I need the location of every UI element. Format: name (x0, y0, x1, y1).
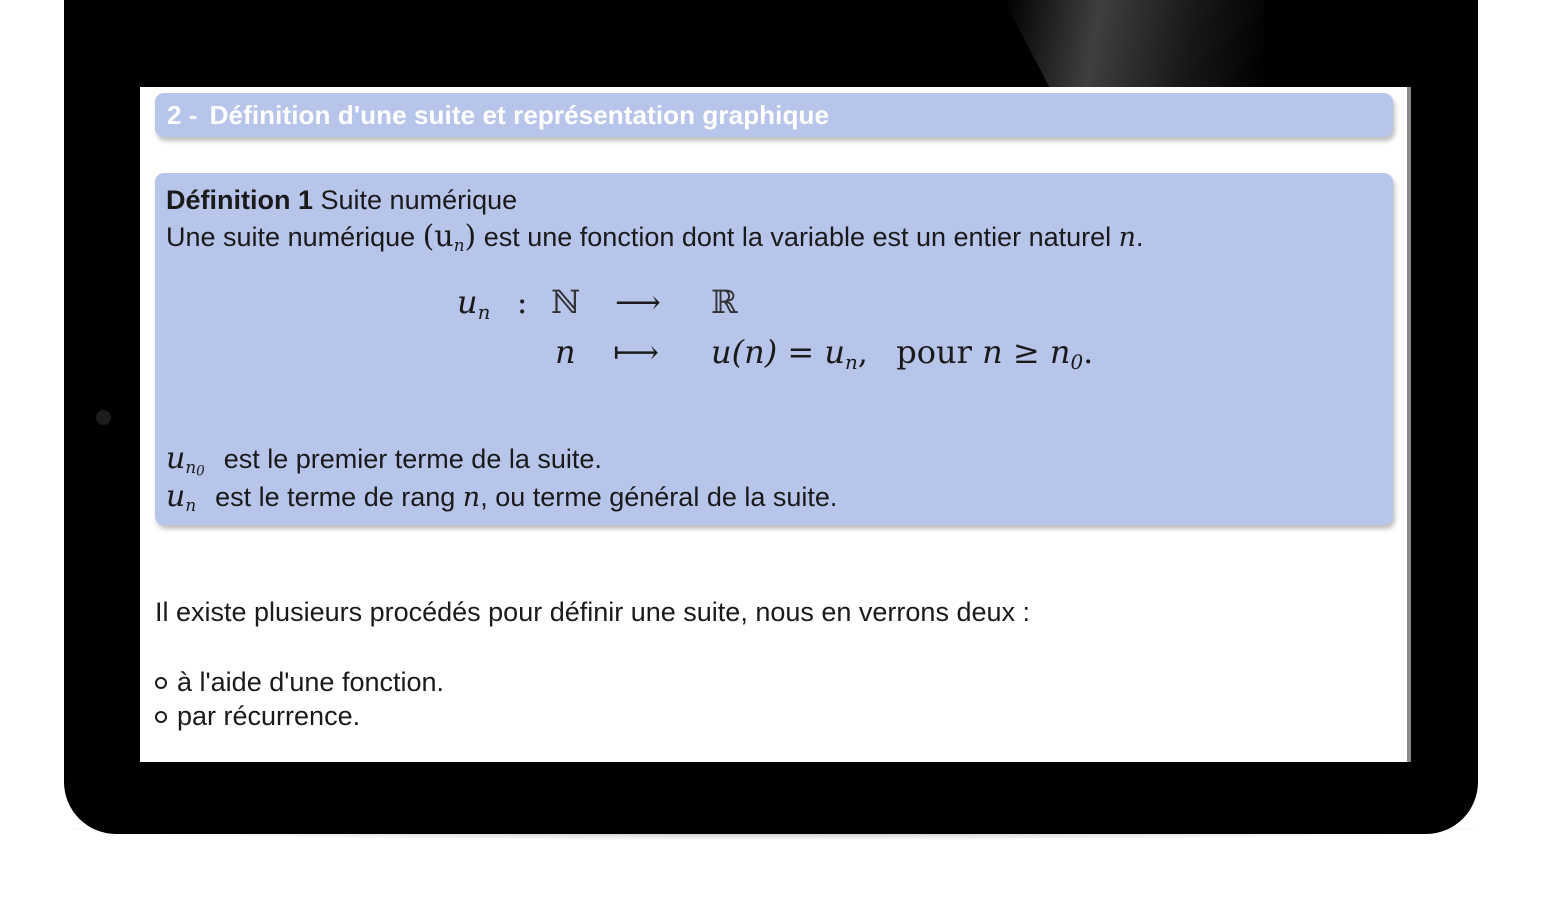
formula-end: . (1083, 333, 1094, 371)
formula-condition: n ≥ n (982, 333, 1071, 371)
definition-note-first-term (166, 441, 602, 479)
note2-var: n (462, 482, 481, 513)
circle-bullet-icon (155, 711, 167, 723)
statement-var: n (1118, 222, 1137, 253)
statement-text: Une suite numérique (166, 222, 416, 252)
note1-symbol: u (166, 441, 186, 476)
sequence-sub: n (453, 235, 465, 256)
formula-pour: pour (896, 333, 972, 371)
formula-row-2-rhs (711, 333, 1093, 374)
section-header (155, 93, 1393, 137)
definition-heading (166, 185, 517, 216)
statement-text-after: est une fonction dont la variable est un entier naturel (483, 222, 1112, 252)
list-item-text: par récurrence. (177, 701, 361, 731)
formula-row-1 (457, 283, 528, 324)
statement-end: . (1136, 222, 1144, 252)
list-item-text: à l'aide d'une fonction. (177, 667, 445, 697)
definition-statement (166, 219, 1144, 255)
formula-rhs-sub: n (844, 350, 858, 374)
definition-box (155, 173, 1393, 525)
circle-bullet-icon (155, 677, 167, 689)
note1-sub2: 0 (196, 463, 205, 480)
formula-var: n (555, 333, 576, 371)
screen-glare (1004, 0, 1264, 90)
section-title: Définition d'une suite et représentation graphique (209, 99, 830, 130)
definition-name: Suite numérique (320, 185, 518, 215)
note2-text-a: est le terme de rang (215, 482, 456, 512)
intro-paragraph: Il existe plusieurs procédés pour définir une suite, nous en verrons deux : (155, 597, 1030, 627)
note1-text: est le premier terme de la suite. (223, 444, 602, 474)
note1-sub: n (185, 457, 197, 478)
formula-arrow-2: ⟼ (613, 333, 659, 371)
sequence-close: ) (464, 219, 477, 254)
formula-lhs-sub: n (477, 300, 491, 324)
formula-colon: : (516, 283, 528, 321)
formula-comma: , (857, 333, 868, 371)
note2-symbol: u (166, 479, 186, 514)
camera-icon (96, 410, 111, 425)
formula-condition-sub: 0 (1070, 350, 1084, 374)
definition-label: Définition 1 (166, 185, 313, 215)
formula-codomain: ℝ (711, 283, 738, 321)
formula-domain: ℕ (551, 283, 581, 321)
list-item (155, 667, 444, 698)
formula-rhs: u(n) = u (711, 333, 845, 371)
formula-arrow-1: ⟶ (615, 283, 661, 321)
sequence-open: (u (422, 219, 454, 254)
formula-lhs: u (457, 283, 478, 321)
note2-text-b: , ou terme général de la suite. (480, 482, 838, 512)
tablet-screen[interactable] (140, 87, 1411, 762)
definition-note-general-term (166, 479, 837, 515)
list-item (155, 701, 360, 732)
section-number: 2 - (167, 99, 198, 130)
note2-sub: n (185, 495, 197, 516)
